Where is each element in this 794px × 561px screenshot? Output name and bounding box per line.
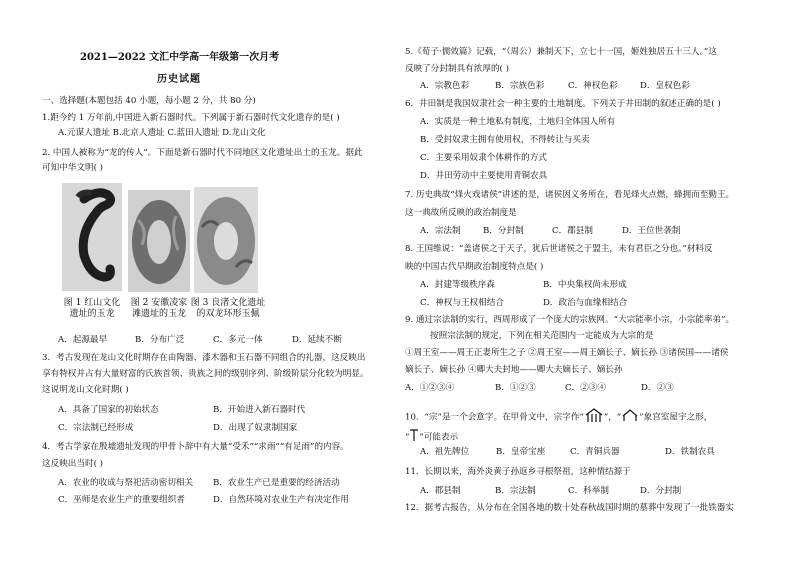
jade-dragon-image-2 <box>128 190 190 296</box>
q10-stem: 10．“宗”是一个会意字。在甲骨文中，宗字作“ ”，“ ”象宫室屋宇之形， <box>405 407 712 427</box>
q9-line3: ①周王室——周王正妻所生之子 ②周王室——周王嫡长子、嫡长孙 ③诸侯国——诸侯 <box>405 348 729 358</box>
q4-option-a: A．农业的收成与祭祀活动密切相关 <box>58 478 194 488</box>
jade-dragon-image-1 <box>62 183 122 295</box>
q6-option-c: C．主要采用奴隶个体耕作的方式 <box>420 153 547 163</box>
q4-option-c: C．巫师是农业生产的重要组织者 <box>58 495 185 505</box>
q7-option-a: A．宗法制 <box>420 226 461 236</box>
exam-title: 2021—2022 文汇中学高一年级第一次月考 <box>80 52 280 63</box>
exam-subtitle: 历史试题 <box>157 74 201 85</box>
q8-option-c: C．神权与王权相结合 <box>420 298 504 308</box>
q6-option-b: B．受封奴隶主拥有使用权，不得转让与买卖 <box>420 135 590 145</box>
q11-stem: 11．长期以来，海外炎黄子孙返乡寻根祭祖，这种情结源于 <box>405 467 631 477</box>
q6-stem: 6．井田制是我国奴隶社会一种主要的土地制度。下列关于井田制的叙述正确的是( ) <box>405 99 721 109</box>
q11-option-d: D．分封制 <box>640 486 682 496</box>
q9-line4: 嫡长子、嫡长孙 ④卿大夫封地——卿大夫嫡长子、嫡长孙 <box>405 365 623 375</box>
q6-option-a: A．实质是一种土地私有制度，土地归全体国人所有 <box>420 117 616 127</box>
q7-option-c: C．郡县制 <box>552 226 593 236</box>
q5-option-d: D．皇权色彩 <box>640 81 690 91</box>
q9-option-c: C．②③④ <box>565 383 606 393</box>
q7-option-b: B．分封制 <box>483 226 524 236</box>
q2-option-c: C．多元一体 <box>213 335 263 345</box>
q2-option-a: A．起源最早 <box>58 335 108 345</box>
q8-option-b: B．中央集权尚未形成 <box>543 280 627 290</box>
q7-line1: 7. 历史典故“烽火戏诸侯”讲述的是，诸侯因义务所在，看见烽火点燃，蜂拥而至勤王。 <box>405 190 735 200</box>
q3-line3: 这说明龙山文化时期( ) <box>42 385 129 395</box>
jade-image-2-caption: 图 2 安徽凌家 滩遗址的玉龙 <box>130 298 188 320</box>
q11-option-a: A．郡县制 <box>420 486 461 496</box>
q3-option-a: A．具备了国家的初始状态 <box>58 405 159 415</box>
q8-option-d: D．政治与血缘相结合 <box>543 298 628 308</box>
q10-option-c: C．青铜兵器 <box>570 447 620 457</box>
q9-line2: 按照宗法制的规定，下列在相关范围内一定能成为大宗的是 <box>430 331 654 341</box>
q3-line2: 享有特权并占有大量财富的氏族首领、贵族之间的级别序列、阶级阶层分化较为明显。 <box>42 369 369 379</box>
jade-image-3-caption: 图 3 良渚文化遗址 的双龙环形玉佩 <box>190 298 266 320</box>
q4-line2: 这反映出当时( ) <box>42 459 103 469</box>
q5-line2: 反映了分封制具有浓厚的( ) <box>405 64 509 74</box>
q3-line1: 3．考古发现在龙山文化时期存在由陶器、漆木器和玉石器不同组合的礼器，这反映出 <box>42 353 366 363</box>
q9-option-a: A．①②③④ <box>405 383 455 393</box>
q9-line1: 9. 通过宗法制的实行，西周形成了一个庞大的宗族网。“大宗能率小宗，小宗能率弟”。 <box>405 315 735 325</box>
q10-line2: “ ”可能表示 <box>405 428 458 446</box>
q2-option-d: D．延续不断 <box>292 335 342 345</box>
q11-option-c: C．科举制 <box>568 486 609 496</box>
q2-option-b: B．分布广泛 <box>135 335 185 345</box>
q12-stem: 12．据考古报告，从分布在全国各地的数十处春秋战国时期的墓葬中发现了一批铁器实 <box>405 503 734 513</box>
q3-option-b: B．开始进入新石器时代 <box>213 405 306 415</box>
q10-option-b: B．皇帝宝座 <box>496 447 546 457</box>
q4-option-d: D．自然环境对农业生产有决定作用 <box>213 495 349 505</box>
q6-option-d: D．井田劳动中主要使用青铜农具 <box>420 171 548 181</box>
q8-line2: 映的中国古代早期政治制度特点是( ) <box>405 262 544 272</box>
q8-option-a: A．封建等级秩序森 <box>420 280 495 290</box>
q4-option-b: B．农业生产已是重要的经济活动 <box>213 478 340 488</box>
q3-option-d: D．出现了奴隶制国家 <box>213 423 298 433</box>
q2-stem-line2: 可知中华文明( ) <box>42 163 103 173</box>
q7-line2: 这一典故所反映的政治制度是 <box>405 208 517 218</box>
section-heading: 一、选择题(本题包括 40 小题，每小题 2 分，共 80 分) <box>42 96 256 106</box>
oracle-bone-roof-glyph <box>621 408 639 426</box>
q8-line1: 8. 王国维说：“盖诸侯之于天子，犹后世诸侯之于盟主，未有君臣之分也。”材料反 <box>405 244 713 254</box>
q10-option-d: D．铁制农具 <box>665 447 715 457</box>
q9-option-b: B．①②③ <box>495 383 536 393</box>
jade-dragon-image-3 <box>194 187 258 297</box>
q1-options: A.元谋人遗址 B.北京人遗址 C.蓝田人遗址 D.龙山文化 <box>58 128 266 138</box>
q5-line1: 5.《荀子·儒效篇》记载，“（周公）兼制天下，立七十一国，姬姓独居五十三人。”这 <box>405 47 717 57</box>
q10-option-a: A．祖先牌位 <box>420 447 470 457</box>
q7-option-d: D．王位世袭制 <box>622 226 681 236</box>
q5-option-c: C．神权色彩 <box>568 81 618 91</box>
q2-stem-line1: 2. 中国人被称为“龙的传人”。下面是新石器时代不同地区文化遗址出土的玉龙。据此 <box>42 148 363 158</box>
q4-line1: 4．考古学家在殷墟遗址发现的甲骨卜辞中有大量“受禾”“求雨”“有足雨”的内容。 <box>42 442 349 452</box>
q1-stem: 1.距今约 1 万年前,中国进入新石器时代。下列属于新石器时代文化遗存的是( ) <box>42 113 340 123</box>
q5-option-a: A．宗教色彩 <box>420 81 470 91</box>
q11-option-b: B．宗法制 <box>495 486 536 496</box>
oracle-bone-zong-glyph <box>584 407 604 427</box>
jade-image-1-caption: 图 1 红山文化 遗址的玉龙 <box>63 298 121 320</box>
q9-option-d: D．②③ <box>641 383 674 393</box>
q3-option-c: C．宗法制已经形成 <box>58 423 134 433</box>
q5-option-b: B．宗族色彩 <box>495 81 545 91</box>
oracle-bone-shi-glyph <box>409 428 419 446</box>
